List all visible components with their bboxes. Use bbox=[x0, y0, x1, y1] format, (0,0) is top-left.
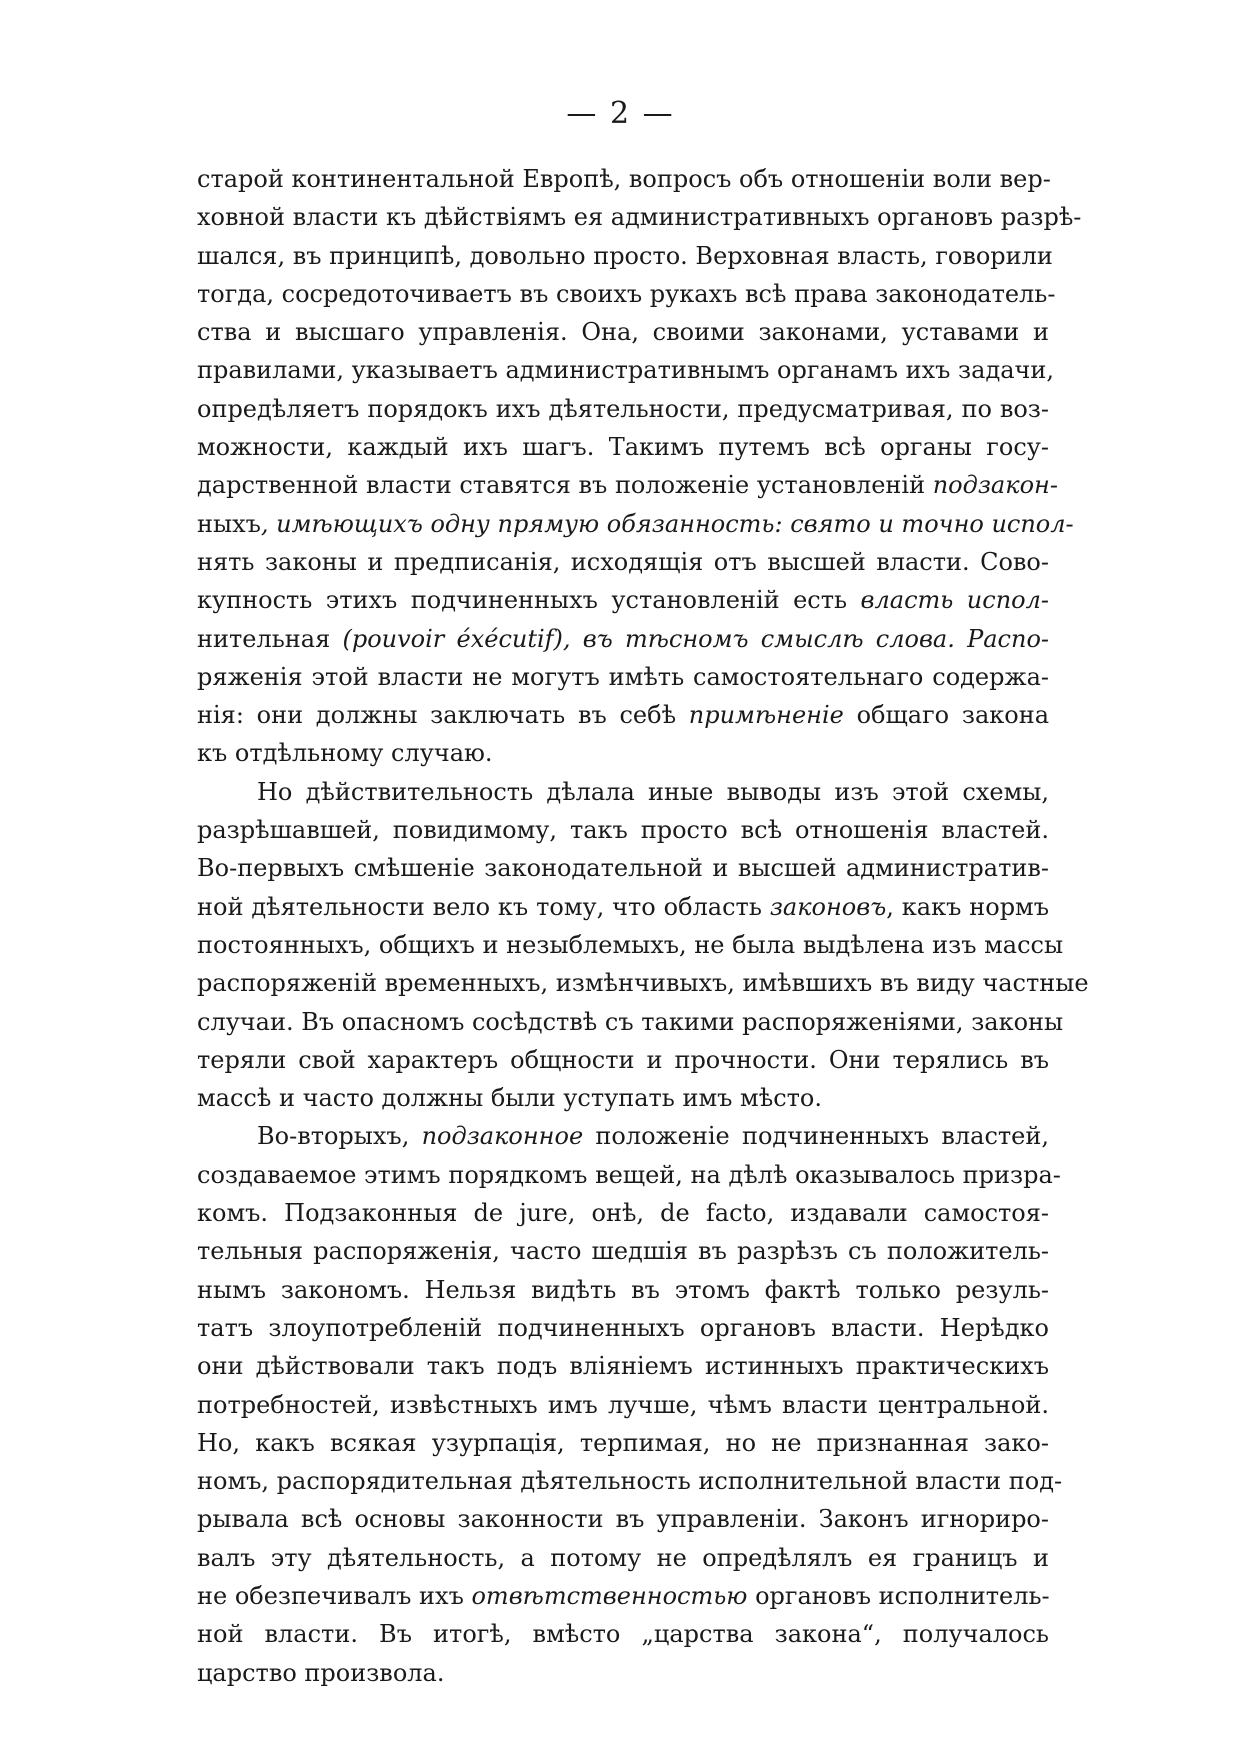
text-segment: не обезпечивалъ ихъ bbox=[197, 1581, 472, 1610]
text-line bbox=[197, 696, 1049, 734]
text-line bbox=[197, 1117, 1049, 1155]
text-segment: они дѣйствовали такъ подъ вліяніемъ истинныхъ практическихъ bbox=[197, 1352, 1049, 1381]
text-segment: Во-первыхъ смѣшеніе законодательной и высшей административ- bbox=[197, 854, 1049, 883]
text-line bbox=[197, 811, 1049, 849]
paragraph bbox=[197, 1117, 1063, 1691]
text-segment: валъ эту дѣятельность, а потому не опредѣлялъ ея границъ и bbox=[197, 1543, 1049, 1572]
text-line bbox=[197, 237, 1053, 275]
text-line bbox=[197, 1309, 1049, 1347]
text-line bbox=[197, 1079, 1049, 1117]
text-segment: опредѣляетъ порядокъ ихъ дѣятельности, предусматривая, по воз- bbox=[197, 394, 1049, 423]
text-segment: тогда, сосредоточиваетъ въ своихъ рукахъ всѣ права законодатель- bbox=[197, 279, 1056, 308]
italic-text: (pouvoir éxécutif), въ тѣсномъ смыслѣ слова. Распо- bbox=[330, 624, 1049, 653]
text-line bbox=[197, 505, 1074, 543]
text-segment: къ отдѣльному случаю. bbox=[197, 739, 493, 768]
text-line bbox=[197, 1156, 1061, 1194]
text-segment: шался, въ принципѣ, довольно просто. Верховная власть, говорили bbox=[197, 241, 1053, 270]
text-line bbox=[197, 849, 1049, 887]
text-segment: рывала всѣ основы законности въ управленіи. Законъ игнориро- bbox=[197, 1505, 1049, 1534]
text-segment: тельныя распоряженія, часто шедшія въ разрѣзъ съ положитель- bbox=[197, 1237, 1049, 1266]
text-line bbox=[197, 1462, 1063, 1500]
text-segment: нительная bbox=[197, 624, 331, 653]
text-segment: можности, каждый ихъ шагъ. Такимъ путемъ всѣ органы госу- bbox=[197, 433, 1049, 462]
italic-text: отвѣтственностью bbox=[471, 1581, 748, 1610]
text-segment: потребностей, извѣстныхъ имъ лучше, чѣмъ власти центральной. bbox=[197, 1390, 1049, 1419]
text-line bbox=[197, 1577, 1049, 1615]
text-segment: царство произвола. bbox=[197, 1658, 445, 1687]
text-line bbox=[197, 1500, 1049, 1538]
text-line bbox=[197, 313, 1049, 351]
italic-text: подзаконное bbox=[421, 1122, 584, 1151]
text-segment: массѣ и часто должны были уступать имъ мѣсто. bbox=[197, 1084, 822, 1113]
text-segment: создаваемое этимъ порядкомъ вещей, на дѣлѣ оказывалось призра- bbox=[197, 1160, 1061, 1189]
paragraph bbox=[197, 160, 1082, 773]
text-segment: ряженія этой власти не могутъ имѣть самостоятельнаго содержа- bbox=[197, 662, 1049, 691]
italic-text: подзакон- bbox=[932, 471, 1058, 500]
text-line bbox=[197, 466, 1058, 504]
text-segment: , какъ нормъ bbox=[886, 892, 1049, 921]
text-line bbox=[197, 888, 1049, 926]
italic-text: примѣненіе bbox=[688, 701, 844, 730]
text-segment: нія: они должны заключать въ себѣ bbox=[197, 701, 689, 730]
italic-text: законовъ bbox=[769, 892, 887, 921]
text-line bbox=[197, 1386, 1049, 1424]
text-segment: теряли свой характеръ общности и прочности. Они терялись въ bbox=[197, 1045, 1049, 1074]
text-line bbox=[197, 1232, 1049, 1270]
text-line bbox=[197, 1347, 1049, 1385]
text-line bbox=[197, 734, 1049, 772]
text-segment: ной власти. Въ итогѣ, вмѣсто „царства закона“, получалось bbox=[197, 1620, 1049, 1649]
text-line bbox=[197, 1271, 1049, 1309]
text-segment: разрѣшавшей, повидимому, такъ просто всѣ отношенія властей. bbox=[197, 816, 1049, 845]
text-segment: ныхъ bbox=[197, 509, 261, 538]
italic-text: власть испол- bbox=[860, 586, 1050, 615]
text-line bbox=[197, 773, 1049, 811]
text-segment: ной дѣятельности вело къ тому, что область bbox=[197, 892, 770, 921]
text-segment: Но дѣйствительность дѣлала иные выводы изъ этой схемы, bbox=[257, 777, 1049, 806]
text-line bbox=[197, 1615, 1049, 1653]
text-segment: купность этихъ подчиненныхъ установленій есть bbox=[197, 586, 861, 615]
text-line bbox=[197, 926, 1064, 964]
text-segment: старой континентальной Европѣ, вопросъ объ отношеніи воли вер- bbox=[197, 165, 1051, 193]
text-line bbox=[197, 543, 1049, 581]
text-line bbox=[197, 1654, 1049, 1692]
text-segment: номъ, распорядительная дѣятельность исполнительной власти под- bbox=[197, 1467, 1063, 1496]
text-segment: Но, какъ всякая узурпація, терпимая, но не признанная зако- bbox=[197, 1428, 1049, 1457]
text-line bbox=[197, 1424, 1049, 1462]
text-line bbox=[197, 1194, 1049, 1232]
text-segment: ства и высшаго управленія. Она, своими законами, уставами и bbox=[197, 318, 1049, 347]
body-text bbox=[197, 160, 1089, 1692]
italic-text: , имѣющихъ одну прямую обязанность: свято и точно испол- bbox=[260, 509, 1074, 538]
paragraph bbox=[197, 773, 1089, 1118]
text-segment: общаго закона bbox=[843, 701, 1049, 730]
text-line bbox=[197, 1539, 1049, 1577]
text-segment: органовъ исполнитель- bbox=[747, 1581, 1050, 1610]
text-line bbox=[197, 1041, 1049, 1079]
text-segment: нымъ закономъ. Нельзя видѣть въ этомъ фактѣ только резуль- bbox=[197, 1275, 1049, 1304]
text-line bbox=[197, 275, 1056, 313]
text-line bbox=[197, 620, 1049, 658]
text-line bbox=[197, 428, 1049, 466]
text-segment: комъ. Подзаконныя de jure, онѣ, de facto, издавали самостоя- bbox=[197, 1199, 1049, 1228]
text-line bbox=[197, 198, 1082, 236]
text-line bbox=[197, 351, 1055, 389]
text-line bbox=[197, 658, 1049, 696]
text-segment: Во-вторыхъ, bbox=[257, 1122, 422, 1151]
text-line bbox=[197, 581, 1049, 619]
text-line bbox=[197, 160, 1049, 198]
text-segment: постоянныхъ, общихъ и незыблемыхъ, не была выдѣлена изъ массы bbox=[197, 930, 1064, 959]
text-segment: распоряженій временныхъ, измѣнчивыхъ, имѣвшихъ въ виду частные bbox=[197, 969, 1089, 998]
text-line bbox=[197, 390, 1049, 428]
text-segment: нять законы и предписанія, исходящія отъ высшей власти. Сово- bbox=[197, 547, 1049, 576]
text-line bbox=[197, 1003, 1064, 1041]
text-segment: правилами, указываетъ административнымъ органамъ ихъ задачи, bbox=[197, 356, 1055, 385]
text-segment: ховной власти къ дѣйствіямъ ея административныхъ органовъ разрѣ- bbox=[197, 203, 1082, 232]
text-segment: дарственной власти ставятся въ положеніе установленій bbox=[197, 471, 933, 500]
page-number: — 2 — bbox=[566, 96, 675, 131]
text-segment: положеніе подчиненныхъ властей, bbox=[583, 1122, 1049, 1151]
text-line bbox=[197, 964, 1089, 1002]
text-segment: случаи. Въ опасномъ сосѣдствѣ съ такими распоряженіями, законы bbox=[197, 1007, 1064, 1036]
text-segment: татъ злоупотребленій подчиненныхъ органовъ власти. Нерѣдко bbox=[197, 1313, 1049, 1342]
